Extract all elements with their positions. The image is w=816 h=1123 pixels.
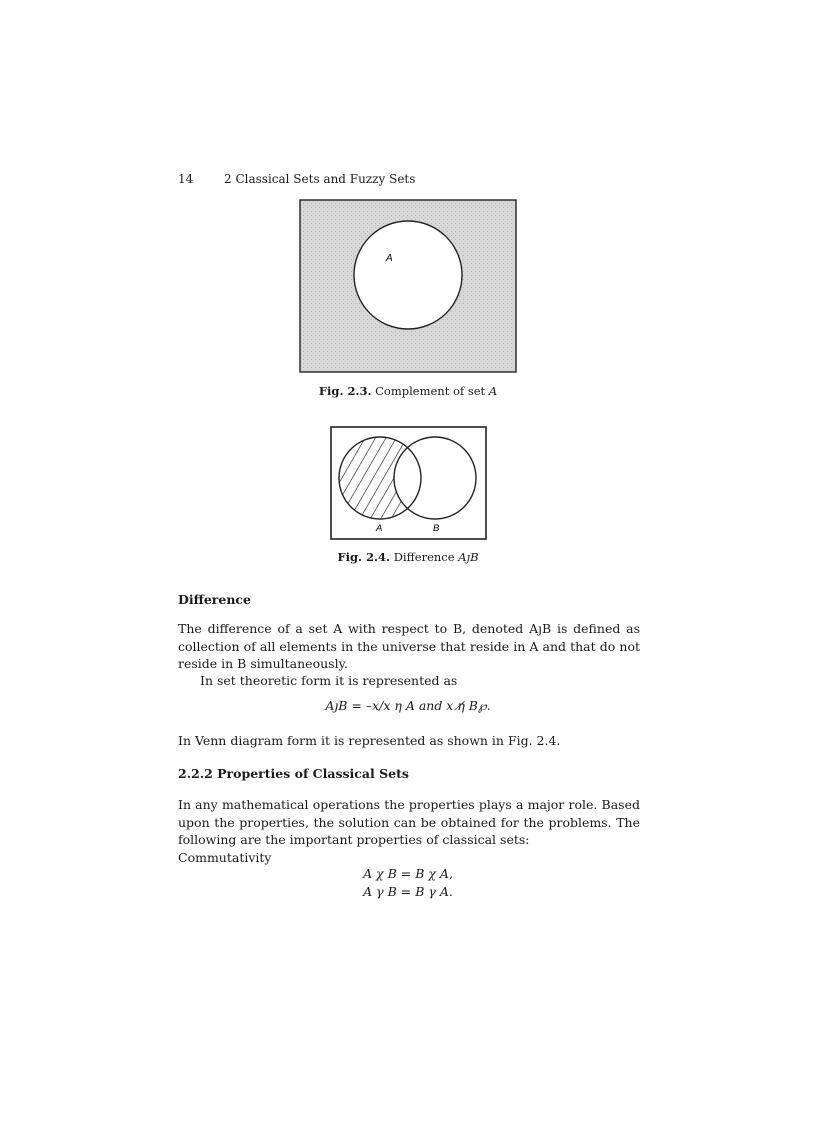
page-number: 14: [178, 172, 194, 186]
section-heading-properties: 2.2.2 Properties of Classical Sets: [178, 766, 409, 781]
figure-2-4-caption: [0, 550, 816, 564]
running-header: [178, 172, 415, 186]
set-a-label: A: [386, 253, 393, 264]
commutativity-equation-2: A γ B = B γ A.: [363, 884, 453, 899]
chapter-title: 2 Classical Sets and Fuzzy Sets: [224, 172, 416, 186]
caption-variable: A: [488, 384, 498, 398]
section-heading-difference: Difference: [178, 592, 251, 607]
venn-reference-paragraph: In Venn diagram form it is represented as shown in Fig. 2.4.: [178, 733, 561, 748]
commutativity-equation-1: A χ B = B χ A,: [363, 866, 453, 881]
commutativity-label: Commutativity: [178, 850, 272, 865]
caption-number: Fig. 2.3.: [318, 384, 372, 398]
figure-2-3-caption: [0, 384, 816, 398]
difference-definition-paragraph: The difference of a set A with respect to B, denoted AȷB is defined as collection of all elements in the universe that reside in A and that do not reside in B simultaneously.: [178, 621, 640, 671]
set-a-label: A: [376, 523, 383, 534]
caption-text: Difference: [393, 550, 459, 564]
set-b-label: B: [433, 523, 440, 534]
difference-equation: AȷB = –x/x η A and x η̸ B℘.: [325, 698, 491, 713]
caption-variable: AȷB: [458, 550, 479, 564]
caption-text: Complement of set: [375, 384, 489, 398]
set-a-circle: [354, 221, 462, 329]
properties-intro-paragraph: In any mathematical operations the properties plays a major role. Based upon the properties, the solution can be obtained for the problems. The following are the important properties of classical sets:: [178, 797, 640, 847]
figure-difference-venn: [330, 426, 487, 540]
caption-number: Fig. 2.4.: [337, 550, 391, 564]
set-theoretic-intro: In set theoretic form it is represented as: [200, 673, 458, 688]
figure-complement-venn: [299, 199, 517, 373]
